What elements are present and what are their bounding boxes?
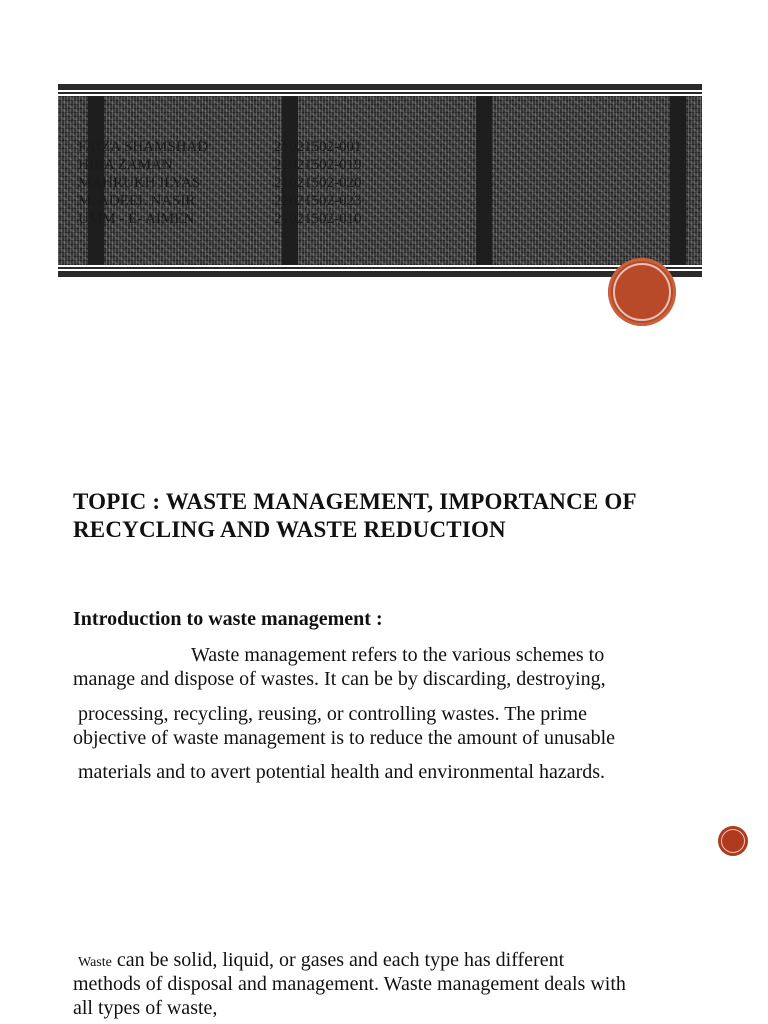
member-list bbox=[78, 138, 438, 228]
banner-rule bbox=[58, 84, 702, 90]
member-name: FAIZA SHAMSHAD bbox=[78, 139, 209, 155]
header-banner bbox=[58, 84, 702, 277]
intro-line: objective of waste management is to reduce the amount of unusable bbox=[73, 727, 616, 749]
topic-line: RECYCLING AND WASTE REDUCTION bbox=[73, 517, 506, 542]
member-id: 21021502-019 bbox=[274, 157, 362, 173]
banner-bar bbox=[476, 96, 492, 265]
waste-first-word: Waste bbox=[78, 955, 112, 970]
decorative-dot-icon bbox=[718, 826, 748, 856]
intro-line: manage and dispose of wastes. It can be by discarding, destroying, bbox=[73, 668, 606, 690]
member-name: UMM - E- AIMEN bbox=[78, 211, 195, 227]
member-row bbox=[78, 138, 438, 156]
waste-line bbox=[78, 948, 718, 975]
member-row bbox=[78, 156, 438, 174]
member-name: HIRA ZAMAN bbox=[78, 157, 173, 173]
member-row bbox=[78, 192, 438, 210]
member-id: 21021502-023 bbox=[274, 193, 362, 209]
topic-line: TOPIC : WASTE MANAGEMENT, IMPORTANCE OF bbox=[73, 489, 637, 514]
topic-heading bbox=[73, 488, 723, 544]
waste-line: methods of disposal and management. Waste management deals with bbox=[73, 973, 626, 995]
member-name: M. ADEEL NASIR bbox=[78, 193, 196, 209]
intro-line: Waste management refers to the various schemes to bbox=[191, 644, 605, 666]
member-id: 21021502-020 bbox=[274, 175, 362, 191]
decorative-circle-icon bbox=[608, 258, 676, 326]
member-row bbox=[78, 174, 438, 192]
banner-rule bbox=[58, 92, 702, 94]
banner-bar bbox=[670, 96, 686, 265]
intro-line: materials and to avert potential health and environmental hazards. bbox=[78, 761, 606, 783]
waste-line-rest: can be solid, liquid, or gases and each type has different bbox=[111, 949, 565, 971]
waste-line: all types of waste, bbox=[73, 997, 218, 1019]
member-id: 21021502-010 bbox=[274, 211, 362, 227]
member-name: MAHRUKH ILYAS bbox=[78, 175, 201, 191]
banner-rule bbox=[58, 267, 702, 269]
banner-rule bbox=[58, 271, 702, 277]
member-id: 21021502-001 bbox=[274, 139, 362, 155]
member-row bbox=[78, 210, 438, 228]
intro-line: processing, recycling, reusing, or controlling wastes. The prime bbox=[78, 703, 587, 725]
intro-heading: Introduction to waste management : bbox=[73, 608, 383, 630]
